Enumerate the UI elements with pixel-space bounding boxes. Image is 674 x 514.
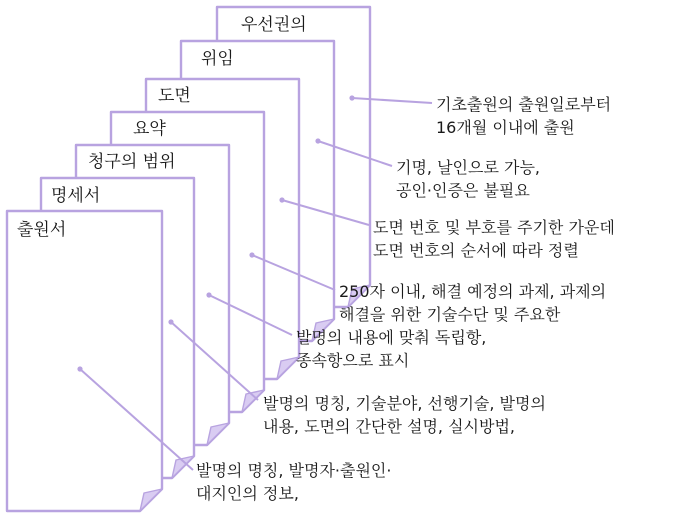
note-line: 공인·인증은 불필요	[396, 181, 530, 200]
note-power-of-attorney	[396, 156, 540, 202]
leader-anchor-dot	[349, 95, 354, 100]
leader-anchor-dot	[279, 197, 284, 202]
note-line: 기초출원의 출원일로부터	[436, 95, 612, 114]
doc-title: 위임	[201, 49, 234, 69]
note-line: 발명의 내용에 맞춰 독립항,	[296, 328, 487, 347]
note-priority	[436, 93, 611, 139]
note-line: 16개월 이내에 출원	[436, 118, 575, 137]
doc-title: 우선권의	[241, 15, 307, 35]
leader-anchor-dot	[77, 366, 82, 371]
doc-title: 출원서	[17, 220, 67, 240]
note-line: 도면 번호의 순서에 따라 정렬	[373, 241, 579, 260]
doc-page-application	[7, 211, 162, 511]
note-claims	[296, 326, 486, 372]
note-line: 발명의 명칭, 발명자·출원인·	[196, 461, 392, 480]
page-sheet	[7, 211, 162, 511]
doc-title: 요약	[133, 119, 166, 139]
leader-anchor-dot	[249, 252, 254, 257]
note-abstract	[339, 280, 606, 326]
note-line: 대지인의 정보,	[196, 484, 299, 503]
note-line: 해결을 위한 기술수단 및 주요한	[339, 305, 561, 324]
leader-anchor-dot	[315, 138, 320, 143]
doc-title: 도면	[158, 86, 191, 106]
note-line: 기명, 날인으로 가능,	[396, 158, 540, 177]
doc-title: 청구의 범위	[88, 152, 176, 172]
note-line: 250자 이내, 해결 예정의 과제, 과제의	[339, 282, 607, 301]
note-line: 종속항으로 표시	[296, 351, 410, 370]
note-line: 내용, 도면의 간단한 설명, 실시방법,	[263, 417, 515, 436]
doc-title: 명세서	[51, 186, 101, 206]
note-application	[196, 459, 391, 505]
note-drawings	[373, 216, 615, 262]
note-line: 발명의 명칭, 기술분야, 선행기술, 발명의	[263, 394, 546, 413]
note-specification	[263, 392, 546, 438]
note-line: 도면 번호 및 부호를 주기한 가운데	[373, 218, 615, 237]
leader-anchor-dot	[206, 292, 211, 297]
leader-anchor-dot	[168, 319, 173, 324]
